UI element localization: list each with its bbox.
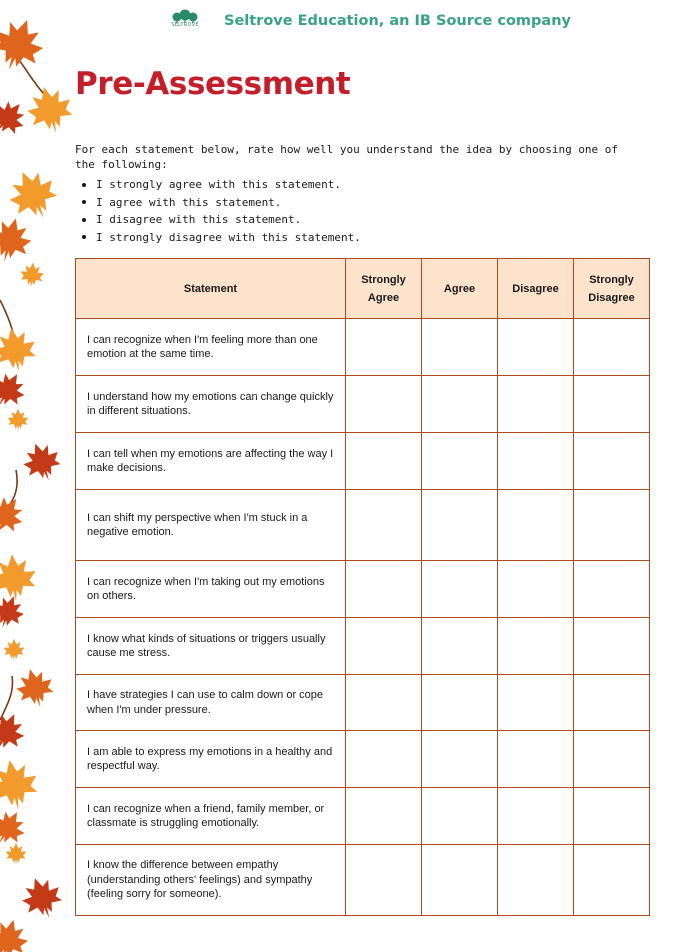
- rating-cell-disagree[interactable]: [498, 675, 574, 731]
- table-row: [76, 433, 650, 490]
- table-row: [76, 731, 650, 788]
- instructions-text: For each statement below, rate how well you understand the idea by choosing one of the following:: [75, 143, 619, 171]
- statement-cell: I can tell when my emotions are affecting the way I make decisions.: [76, 433, 346, 490]
- statement-cell: I know what kinds of situations or triggers usually cause me stress.: [76, 618, 346, 675]
- rating-options-list: [82, 176, 361, 246]
- rating-cell-strongly-disagree[interactable]: [574, 490, 650, 561]
- list-item: I agree with this statement.: [82, 194, 361, 212]
- rating-cell-strongly-disagree[interactable]: [574, 319, 650, 376]
- rating-cell-disagree[interactable]: [498, 376, 574, 433]
- bullet-icon: [82, 235, 86, 239]
- header-strongly-agree: Strongly Agree: [346, 259, 422, 319]
- rating-cell-strongly-disagree[interactable]: [574, 376, 650, 433]
- rating-cell-disagree[interactable]: [498, 561, 574, 618]
- header-disagree: Disagree: [498, 259, 574, 319]
- header-statement: Statement: [76, 259, 346, 319]
- list-item: I strongly agree with this statement.: [82, 176, 361, 194]
- rating-cell-strongly-disagree[interactable]: [574, 731, 650, 788]
- table-row: [76, 490, 650, 561]
- rating-cell-agree[interactable]: [422, 319, 498, 376]
- table-header-row: [76, 259, 650, 319]
- rating-cell-agree[interactable]: [422, 675, 498, 731]
- list-item: I strongly disagree with this statement.: [82, 229, 361, 247]
- rating-cell-disagree[interactable]: [498, 490, 574, 561]
- rating-cell-strongly-disagree[interactable]: [574, 561, 650, 618]
- rating-cell-strongly-agree[interactable]: [346, 845, 422, 916]
- statement-cell: I know the difference between empathy (understanding others' feelings) and sympathy (feeling sorry for someone).: [76, 845, 346, 916]
- statement-cell: I am able to express my emotions in a healthy and respectful way.: [76, 731, 346, 788]
- rating-cell-strongly-agree[interactable]: [346, 433, 422, 490]
- rating-cell-agree[interactable]: [422, 490, 498, 561]
- rating-cell-agree[interactable]: [422, 618, 498, 675]
- leaf-cluster: [0, 0, 75, 952]
- rating-cell-strongly-agree[interactable]: [346, 490, 422, 561]
- autumn-leaves-border: [0, 0, 75, 952]
- rating-cell-strongly-disagree[interactable]: [574, 845, 650, 916]
- bullet-icon: [82, 183, 86, 187]
- rating-cell-disagree[interactable]: [498, 788, 574, 845]
- rating-cell-agree[interactable]: [422, 561, 498, 618]
- rating-cell-strongly-disagree[interactable]: [574, 675, 650, 731]
- rating-cell-disagree[interactable]: [498, 433, 574, 490]
- seltrove-logo: [170, 9, 200, 33]
- rating-cell-strongly-disagree[interactable]: [574, 618, 650, 675]
- rating-cell-agree[interactable]: [422, 845, 498, 916]
- company-name: Seltrove Education, an IB Source company: [224, 13, 571, 29]
- rating-cell-disagree[interactable]: [498, 731, 574, 788]
- statement-cell: I can recognize when a friend, family member, or classmate is struggling emotionally.: [76, 788, 346, 845]
- rating-cell-disagree[interactable]: [498, 618, 574, 675]
- rating-cell-strongly-agree[interactable]: [346, 731, 422, 788]
- rating-cell-strongly-agree[interactable]: [346, 376, 422, 433]
- rating-cell-strongly-disagree[interactable]: [574, 788, 650, 845]
- table-row: [76, 561, 650, 618]
- header-strongly-disagree: Strongly Disagree: [574, 259, 650, 319]
- table-row: [76, 675, 650, 731]
- rating-cell-strongly-disagree[interactable]: [574, 433, 650, 490]
- header-agree: Agree: [422, 259, 498, 319]
- bullet-icon: [82, 200, 86, 204]
- rating-cell-agree[interactable]: [422, 788, 498, 845]
- rating-cell-agree[interactable]: [422, 433, 498, 490]
- page-title: Pre-Assessment: [75, 66, 351, 102]
- page-header: [170, 8, 571, 34]
- statement-cell: I can shift my perspective when I'm stuck in a negative emotion.: [76, 490, 346, 561]
- statement-cell: I have strategies I can use to calm down or cope when I'm under pressure.: [76, 675, 346, 731]
- tree-logo-icon: [170, 9, 200, 23]
- rating-cell-agree[interactable]: [422, 376, 498, 433]
- list-item: I disagree with this statement.: [82, 211, 361, 229]
- rating-cell-strongly-agree[interactable]: [346, 618, 422, 675]
- statement-cell: I can recognize when I'm feeling more than one emotion at the same time.: [76, 319, 346, 376]
- rating-cell-disagree[interactable]: [498, 319, 574, 376]
- table-row: [76, 319, 650, 376]
- bullet-icon: [82, 218, 86, 222]
- table-row: [76, 376, 650, 433]
- table-row: [76, 788, 650, 845]
- rating-cell-agree[interactable]: [422, 731, 498, 788]
- statement-cell: I can recognize when I'm taking out my emotions on others.: [76, 561, 346, 618]
- rating-cell-strongly-agree[interactable]: [346, 561, 422, 618]
- rating-cell-strongly-agree[interactable]: [346, 788, 422, 845]
- rating-cell-strongly-agree[interactable]: [346, 675, 422, 731]
- assessment-table: [75, 258, 650, 916]
- statement-cell: I understand how my emotions can change quickly in different situations.: [76, 376, 346, 433]
- table-row: [76, 845, 650, 916]
- rating-cell-strongly-agree[interactable]: [346, 319, 422, 376]
- table-row: [76, 618, 650, 675]
- rating-cell-disagree[interactable]: [498, 845, 574, 916]
- logo-wordmark: SELTROVE: [171, 22, 199, 28]
